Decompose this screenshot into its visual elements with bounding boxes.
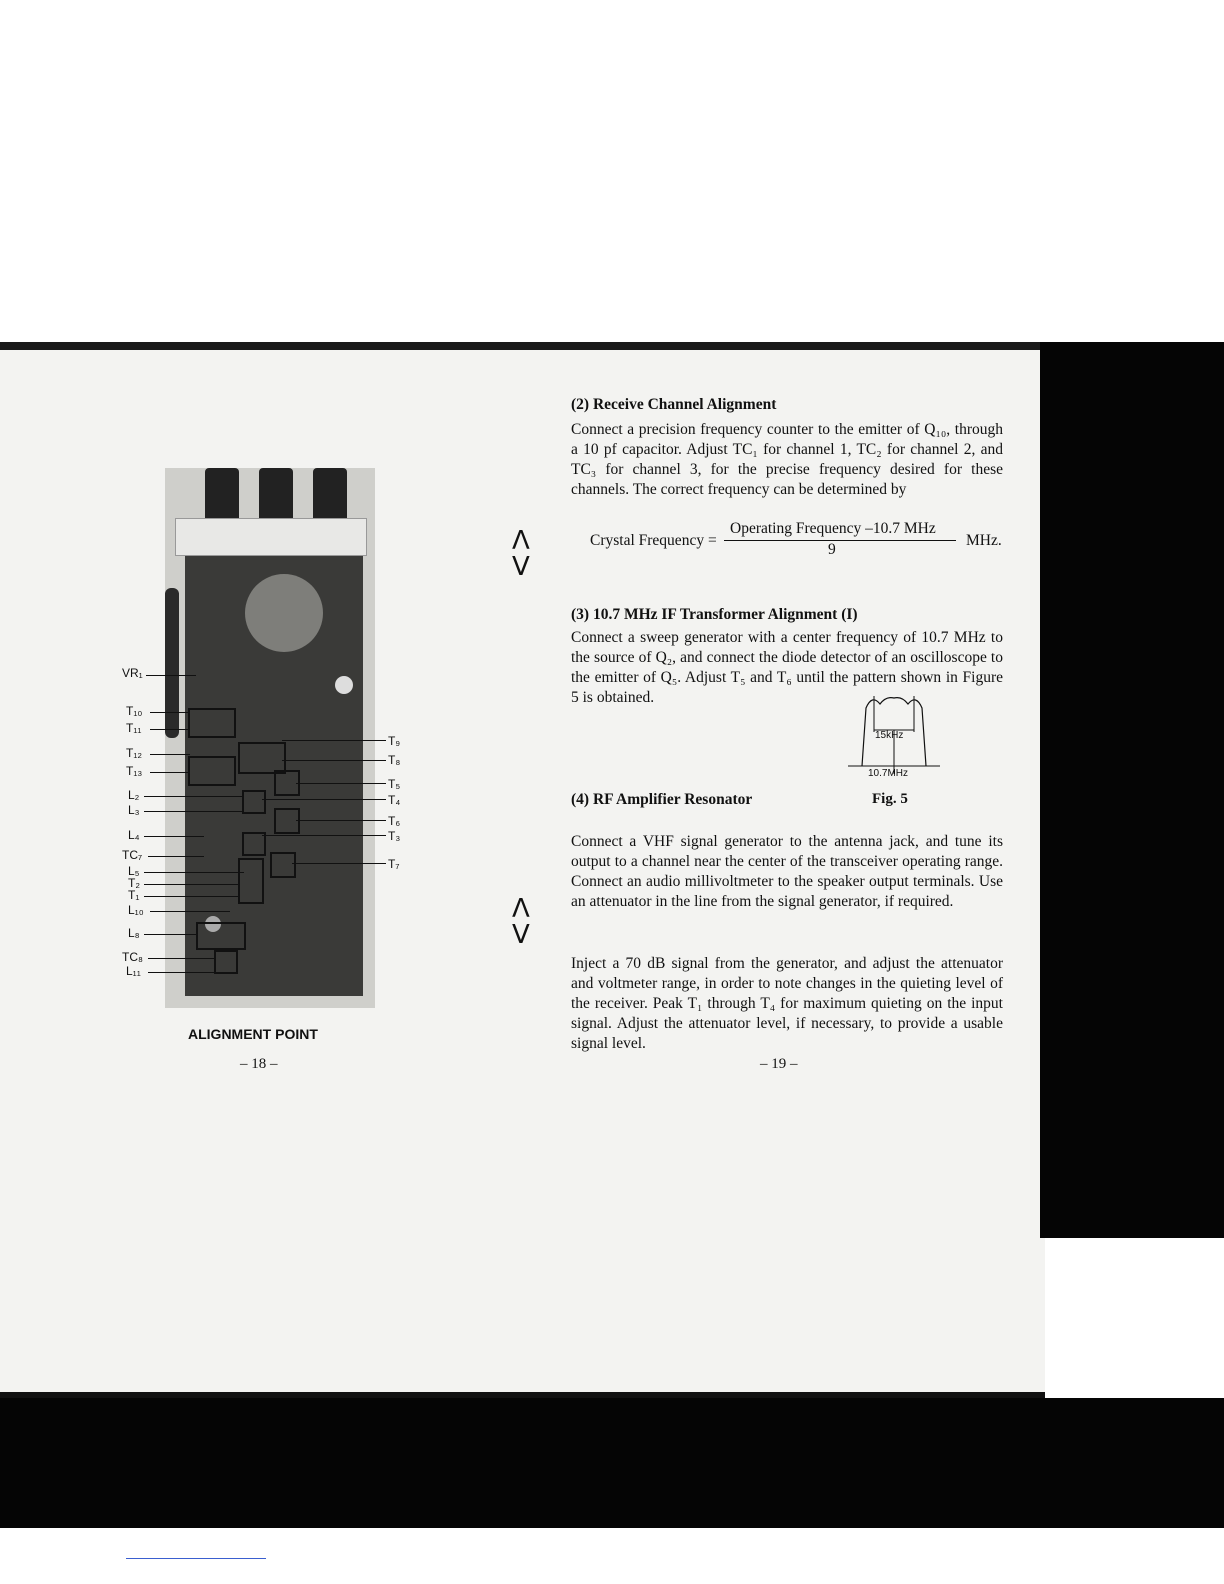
label-t5: T₅: [388, 777, 401, 791]
leader-line: [148, 958, 214, 959]
label-t1: T₁: [128, 888, 140, 902]
side-handle: [165, 588, 179, 738]
label-l11: L₁₁: [126, 964, 141, 978]
figure-caption: ALIGNMENT POINT: [188, 1026, 318, 1042]
label-l10: L₁₀: [128, 903, 144, 917]
leader-line: [262, 799, 386, 800]
label-tc7: TC₇: [122, 848, 143, 862]
speaker-component: [245, 574, 323, 652]
antenna-connectors: [205, 468, 355, 520]
capacitor-component: [335, 676, 353, 694]
callout-box-l8: [196, 922, 246, 950]
callout-box-t1-t2: [238, 858, 264, 904]
label-t10: T₁₀: [126, 704, 143, 718]
leader-line: [262, 835, 386, 836]
label-l5: L₅: [128, 864, 140, 878]
page-number-right: – 19 –: [760, 1056, 798, 1072]
leader-line: [282, 760, 386, 761]
label-tc8: TC₈: [122, 950, 143, 964]
page-number-left: – 18 –: [240, 1056, 278, 1072]
formula-lhs: Crystal Frequency =: [590, 532, 717, 549]
leader-line: [144, 934, 196, 935]
label-t11: T₁₁: [126, 721, 142, 735]
section-body-rf-amplifier-1: Connect a VHF signal generator to the antenna jack, and tune its output to a channel near the center of the transceiver operating range. Connect an audio millivoltmeter to the speaker output terminals. Use an attenuator in the line from the signal generator, if required.: [571, 833, 1003, 910]
binding-arrow-up-icon: Λ: [512, 526, 530, 556]
formula-denominator: 9: [828, 541, 836, 558]
callout-box-t4: [242, 790, 266, 814]
binding-arrow-down-icon: V: [512, 552, 530, 582]
leader-line: [296, 783, 386, 784]
scan-bottom-border: [0, 1398, 1224, 1528]
label-t12: T₁₂: [126, 746, 143, 760]
leader-line: [150, 754, 190, 755]
leader-line: [144, 896, 240, 897]
label-l4: L₄: [128, 828, 140, 842]
leader-line: [144, 811, 244, 812]
top-panel: [175, 518, 367, 556]
label-t4: T₄: [388, 793, 401, 807]
label-vr1: VR₁: [122, 666, 143, 680]
label-l3: L₃: [128, 803, 140, 817]
callout-box-t12-t13: [188, 756, 236, 786]
leader-line: [150, 729, 190, 730]
leader-line: [296, 820, 386, 821]
leader-line: [282, 740, 386, 741]
label-t13: T₁₃: [126, 764, 143, 778]
leader-line: [148, 972, 214, 973]
callout-box-t10-t11: [188, 708, 236, 738]
label-t7: T₇: [388, 857, 400, 871]
binding-arrow-up-icon: Λ: [512, 894, 530, 924]
leader-line: [144, 796, 244, 797]
leader-line: [144, 836, 204, 837]
scan-right-border: [1040, 342, 1224, 1238]
connector-knob: [205, 468, 239, 520]
label-t8: T₈: [388, 753, 401, 767]
section-body-receive-channel: Connect a precision frequency counter to the emitter of Q₁₀, through a 10 pf capacitor. Adjust TC₁ for channel 1, TC₂ for channel 2, and TC₃ for channel 3, for the precise frequency desired for these channels. The correct frequency can be determined by: [571, 421, 1003, 498]
leader-line: [150, 712, 190, 713]
fraction-bar: [724, 540, 956, 541]
label-l2: L₂: [128, 788, 140, 802]
leader-line: [150, 911, 230, 912]
formula-unit: MHz.: [966, 532, 1002, 549]
formula-numerator: Operating Frequency –10.7 MHz: [730, 520, 936, 537]
label-t6: T₆: [388, 814, 401, 828]
label-l8: L₈: [128, 926, 140, 940]
section-heading-if-transformer: (3) 10.7 MHz IF Transformer Alignment (I): [571, 606, 858, 623]
crystal-frequency-formula: [590, 520, 1010, 566]
leader-line: [148, 856, 204, 857]
leader-line: [146, 675, 196, 676]
label-t9: T₉: [388, 734, 401, 748]
bandwidth-label: 15kHz: [875, 730, 904, 741]
connector-knob: [259, 468, 293, 520]
section-body-if-transformer: Connect a sweep generator with a center frequency of 10.7 MHz to the source of Q₂, and connect the diode detector of an oscilloscope to the emitter of Q₅. Adjust T₅ and T₆ until the pattern shown in Figure 5 is obtained.: [571, 629, 1003, 706]
leader-line: [150, 772, 190, 773]
label-t3: T₃: [388, 829, 401, 843]
connector-knob: [313, 468, 347, 520]
center-frequency-label: 10.7MHz: [868, 768, 909, 779]
binding-arrow-down-icon: V: [512, 920, 530, 950]
callout-box-tc8-l11: [214, 950, 238, 974]
callout-box-t6: [274, 808, 300, 834]
leader-line: [144, 872, 244, 873]
figure-5-name: Fig. 5: [872, 791, 908, 807]
leader-line: [292, 863, 386, 864]
leader-line: [144, 884, 240, 885]
footer-rule: [126, 1558, 266, 1559]
section-body-rf-amplifier-2: Inject a 70 dB signal from the generator, and adjust the attenuator and voltmeter range, in order to note changes in the quieting level of the receiver. Peak T₁ through T₄ for maximum quieting on the input signal. Adjust the attenuator level, if necessary, to provide a usable signal level.: [571, 955, 1003, 1052]
callout-box-t7: [270, 852, 296, 878]
section-heading-receive-channel: (2) Receive Channel Alignment: [571, 396, 777, 413]
section-heading-rf-amplifier: (4) RF Amplifier Resonator: [571, 791, 753, 808]
label-t2: T₂: [128, 876, 140, 890]
